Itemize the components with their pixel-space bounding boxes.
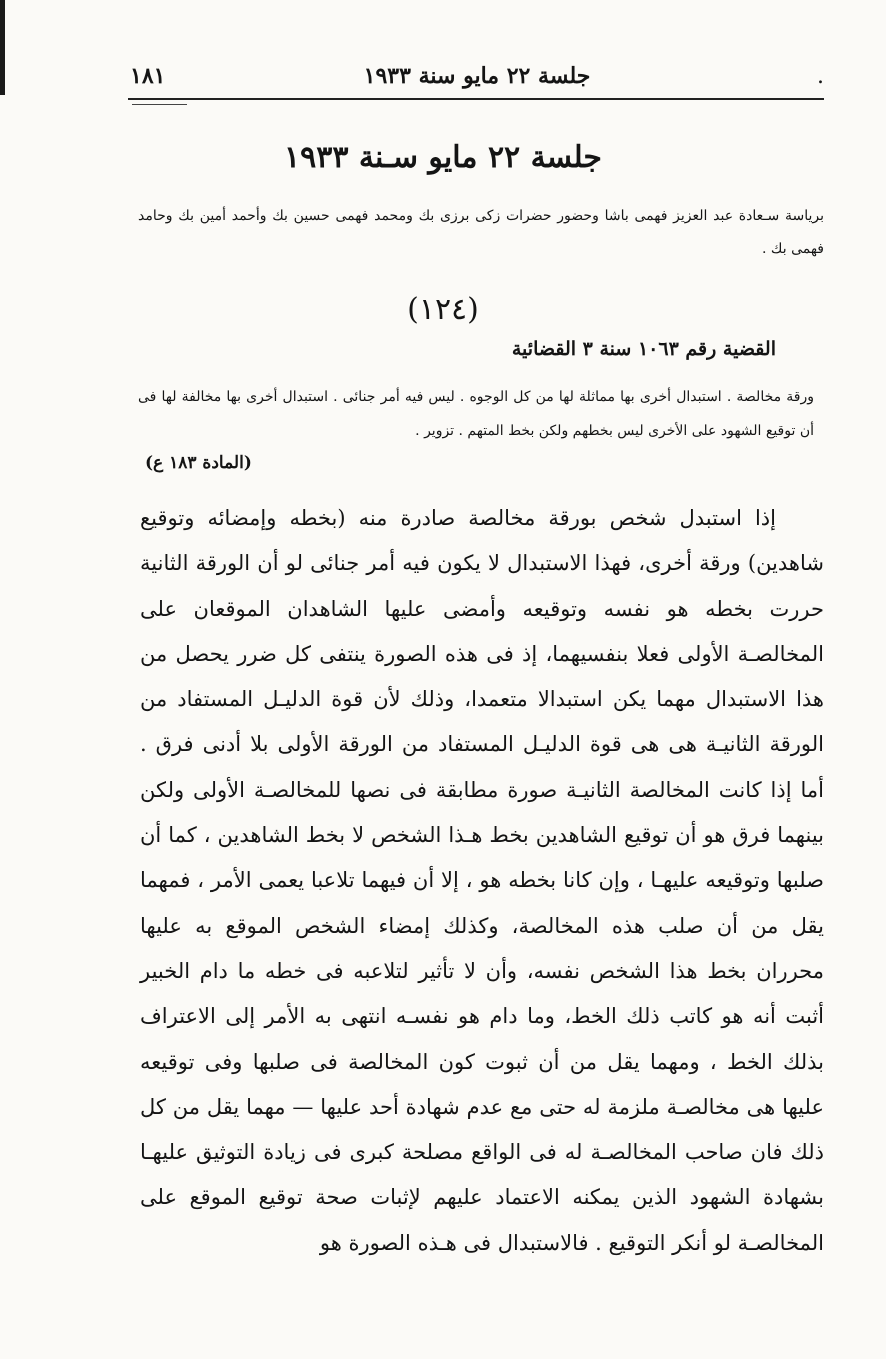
case-headnote: ورقة مخالصة . استبدال أخرى بها مماثلة لها من كل الوجوه . ليس فيه أمر جنائى . استبدال أخرى بها مخالفة لها فى أن توقيع الشهود على الأخرى ليس بخطهم ولكن بخط المتهم . تزوير . [138,389,814,439]
running-title: جلسة ٢٢ مايو سنة ١٩٣٣ [363,63,591,89]
case-reference: القضية رقم ١٠٦٣ سنة ٣ القضائية [511,338,776,360]
article-reference: (المادة ١٨٣ ع) [145,453,252,473]
session-title: جلسة ٢٢ مايو سـنة ١٩٣٣ [284,140,602,175]
header-rule-short [132,104,187,105]
session-attendance: برياسة سـعادة عبد العزيز فهمى باشا وحضور حضرات زكى برزى بك ومحمد فهمى حسين بك وأحمد أمين بك وحامد فهمى بك . [138,208,824,257]
ruling-body: إذا استبدل شخص بورقة مخالصة صادرة منه (بخطه وإمضائه وتوقيع شاهدين) ورقة أخرى، فهذا الاستبدال لا يكون فيه أمر جنائى لو أن الورقة الثانية حررت بخطه هو نفسه وتوقيعه وأمضى عليها الشاهدان الموقعان على المخالصـة الأولى فعلا بنفسيهما، إذ فى هذه الصورة ينتفى كل ضرر يحصل من هذا الاستبدال مهما يكن استبدالا متعمدا، وذلك لأن قوة الدليـل المستفاد من الورقة الثانيـة هى هى قوة الدليـل المستفاد من الورقة الأولى بلا أدنى فرق . أما إذا كانت المخالصة الثانيـة صورة مطابقة فى نصها للمخالصـة الأولى ولكن بينهما فرق هو أن توقيع الشاهدين بخط هـذا الشخص لا بخط الشاهدين ، كما أن صلبها وتوقيعه عليهـا ، وإن كانا بخطه هو ، إلا أن فيهما تلاعبا يعمى الأمر ، فمهما يقل من أن صلب هذه المخالصة، وكذلك إمضاء الشخص الموقع به عليها محرران بخط هذا الشخص نفسه، وأن لا تأثير لتلاعبه فى خطه ما دام الخبير أثبت أنه هو كاتب ذلك الخط، وما دام هو نفسـه انتهى به الأمر إلى الاعتراف بذلك الخط ، ومهما يقل من أن ثبوت كون المخالصة فى صلبها وفى توقيعه عليها هى مخالصـة ملزمة له حتى مع عدم شهادة أحد عليها — مهما يقل من كل ذلك فان صاحب المخالصـة له فى الواقع مصلحة كبرى فى زيادة التوثيق عليهـا بشهادة الشهود الذين يمكنه الاعتماد عليهم لإثبات صحة توقيع الموقع على المخالصـة لو أنكر التوقيع . فالاستبدال فى هـذه الصورة هو [140,506,825,1255]
header-mark: . [817,63,824,89]
header-rule [128,98,824,100]
case-number: (١٢٤) [407,292,479,327]
scan-edge [0,0,5,95]
running-header [130,58,824,94]
page-number: ١٨١ [130,63,166,89]
